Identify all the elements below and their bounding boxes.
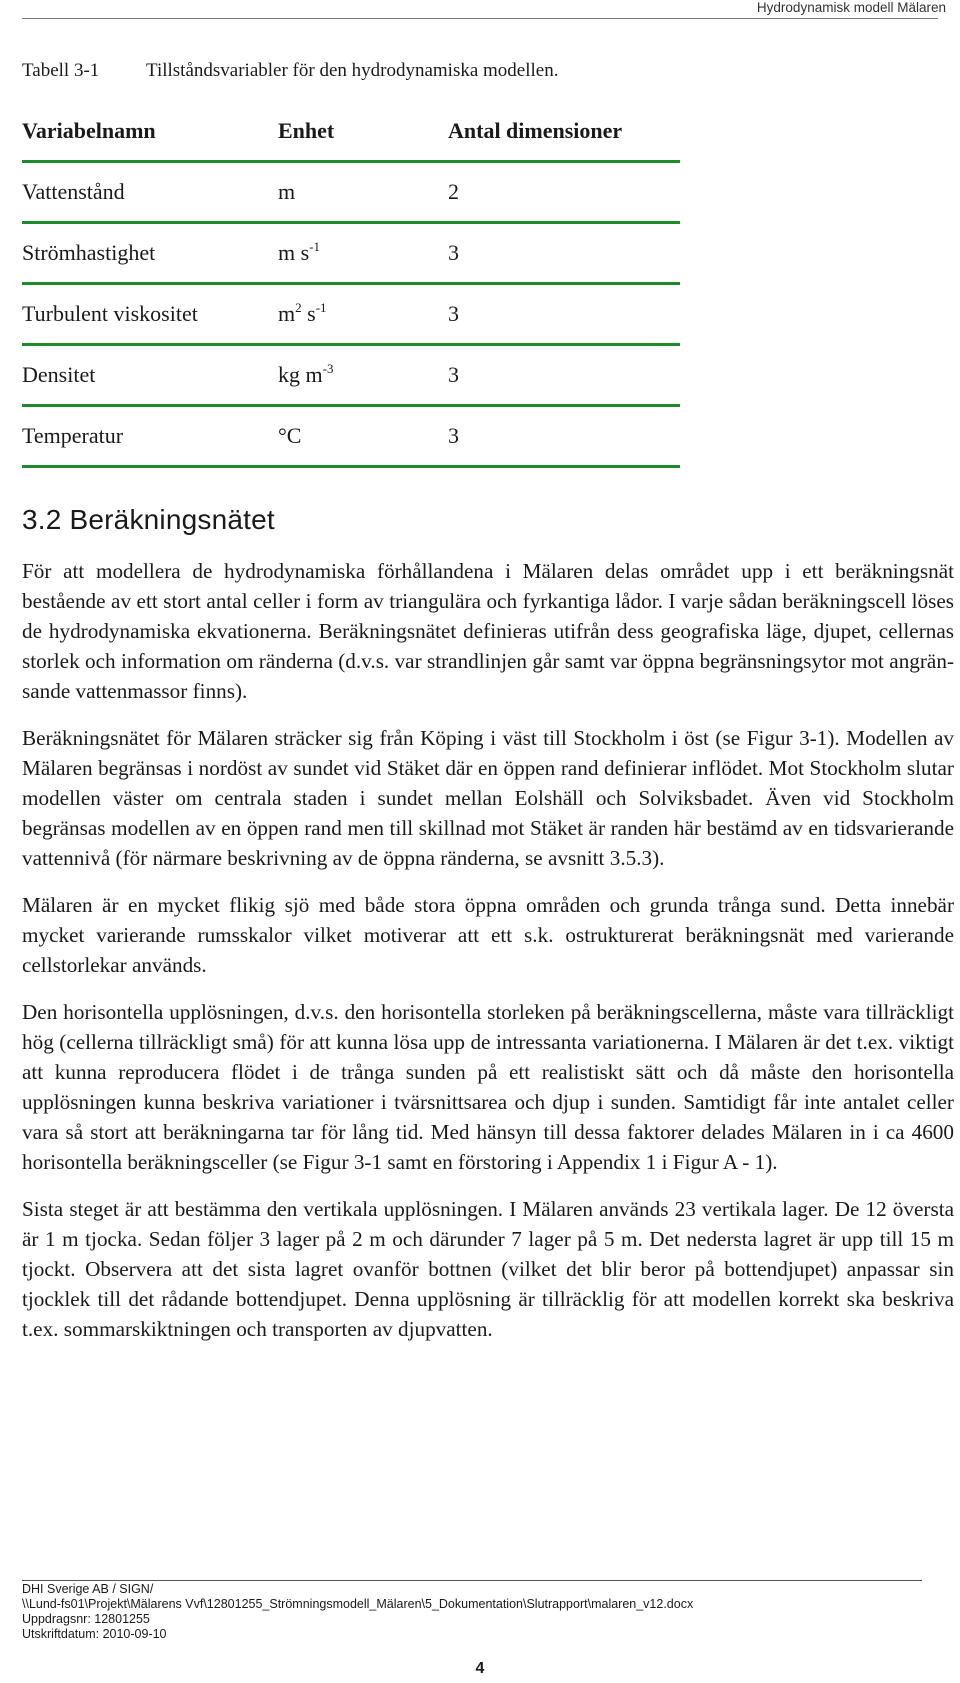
cell-dimensions: 2 (448, 179, 459, 204)
cell-variable: Densitet (22, 362, 96, 387)
cell-unit: kg $m^{-3}$ (278, 361, 334, 387)
table-caption-text: Tillståndsvariabler för den hydrodynamiska modellen. (146, 60, 559, 81)
cell-dimensions: 3 (448, 423, 459, 448)
table-row (22, 223, 680, 284)
running-header: Hydrodynamisk modell Mälaren (756, 0, 946, 15)
paragraph: Beräkningsnätet för Mälaren sträcker sig från Köping i väst till Stockholm i öst (se Figur 3-1). Modellen av Mälaren begränsas i nordöst av sundet vid Stäket där en öppen rand definierar inflödet. Mot Stockholm slutar modellen väster om centrala staden i sundet mellan Eolshäll och Solviksbadet. Även vid Stockholm begränsas modellen av en öppen rand men till skillnad mot Stäket är randen här bestämd av en tidsvarierande vattennivå (för närmare beskrivning av de öppna ränderna, se avsnitt 3.5.3). (22, 726, 954, 870)
cell-variable: Temperatur (22, 423, 124, 448)
header-divider (22, 18, 938, 19)
cell-variable: Strömhastighet (22, 240, 156, 265)
table-row (22, 345, 680, 406)
paragraph: Den horisontella upplösningen, d.v.s. den horisontella storleken på beräkningscellerna, måste vara tillräckligt hög (cellerna tillräckligt små) för att kunna lösa upp de intressanta variationerna. I Mälaren är det t.ex. viktigt att kunna reproducera flödet i de trånga sunden på ett realistiskt sätt och då måste den horisontella upplösningen kunna beskriva variationer i tvärsnittsarea och djup i sunden. Samtidigt får inte antalet celler vara så stort att beräkningarna tar för lång tid. Med hänsyn till dessa faktorer delades Mälaren in i ca 4600 horisontella beräkningsceller (se Figur 3-1 samt en förstoring i Appendix 1 i Figur A - 1). (22, 1000, 954, 1174)
footer-print-date: Utskriftdatum: 2010-09-10 (22, 1627, 167, 1641)
cell-dimensions: 3 (448, 240, 459, 265)
footer-company: DHI Sverige AB / SIGN/ (22, 1582, 154, 1596)
table-caption-number: Tabell 3-1 (22, 60, 100, 81)
cell-unit: °C (278, 423, 302, 448)
page-number: 4 (475, 1660, 485, 1677)
table-row (22, 162, 680, 223)
footer-divider (22, 1580, 922, 1581)
cell-variable: Turbulent viskositet (22, 301, 198, 326)
cell-unit: m $s^{-1}$ (278, 239, 321, 265)
table-row (22, 284, 680, 345)
paragraph: Sista steget är att bestämma den vertikala upplösningen. I Mälaren används 23 vertikala lager. De 12 översta är 1 m tjocka. Sedan följer 3 lager på 2 m och därunder 7 lager på 5 m. Det nedersta lagret är upp till 15 m tjockt. Observera att det sista lagret ovanför bottnen (vilket det blir beror på bottendjupet) anpassar sin tjocklek till det rådande bottendjupet. Denna upplösning är tillräcklig för att modellen korrekt ska beskriva t.ex. sommarskiktningen och transporten av djupvatten. (22, 1197, 954, 1341)
column-header-dimensions: Antal dimensioner (448, 118, 623, 143)
section-heading: 3.2 Beräkningsnätet (22, 504, 275, 535)
paragraph: För att modellera de hydrodynamiska förhållandena i Mälaren delas området upp i ett beräkningsnät bestående av ett stort antal celler i form av triangulära och fyrkantiga lådor. I varje sådan beräkningscell löses de hydrodynamiska ekvationerna. Beräkningsnätet definieras utifrån dess geografiska läge, djupet, cellernas storlek och information om ränderna (d.v.s. var strandlinjen går samt var öppna begränsningsytor mot angränsande vattenmassor finns). (22, 559, 954, 703)
column-header-variable: Variabelnamn (22, 118, 156, 143)
cell-variable: Vattenstånd (22, 179, 125, 204)
cell-dimensions: 3 (448, 301, 459, 326)
section-body (22, 556, 954, 1361)
footer-order-number: Uppdragsnr: 12801255 (22, 1612, 150, 1626)
cell-unit: m (278, 179, 296, 204)
footer-file-path: \\Lund-fs01\Projekt\Mälarens Vvf\12801255_Strömningsmodell_Mälaren\5_Dokumentation\Slutrapport\malaren_v12.docx (22, 1597, 694, 1611)
table-row (22, 406, 680, 467)
page-footer (22, 1582, 693, 1642)
cell-dimensions: 3 (448, 362, 459, 387)
table-header-row (22, 102, 680, 162)
paragraph: Mälaren är en mycket flikig sjö med både stora öppna områden och grunda trånga sund. Detta innebär mycket varierande rumsskalor vilket motiverar att ett s.k. ostrukturerat beräkningsnät med varierande cellstorlekar används. (22, 893, 954, 977)
table-caption (22, 60, 558, 82)
state-variables-table (22, 102, 680, 468)
column-header-unit: Enhet (278, 118, 335, 143)
cell-unit: $m^2$ $s^{-1}$ (278, 300, 327, 326)
